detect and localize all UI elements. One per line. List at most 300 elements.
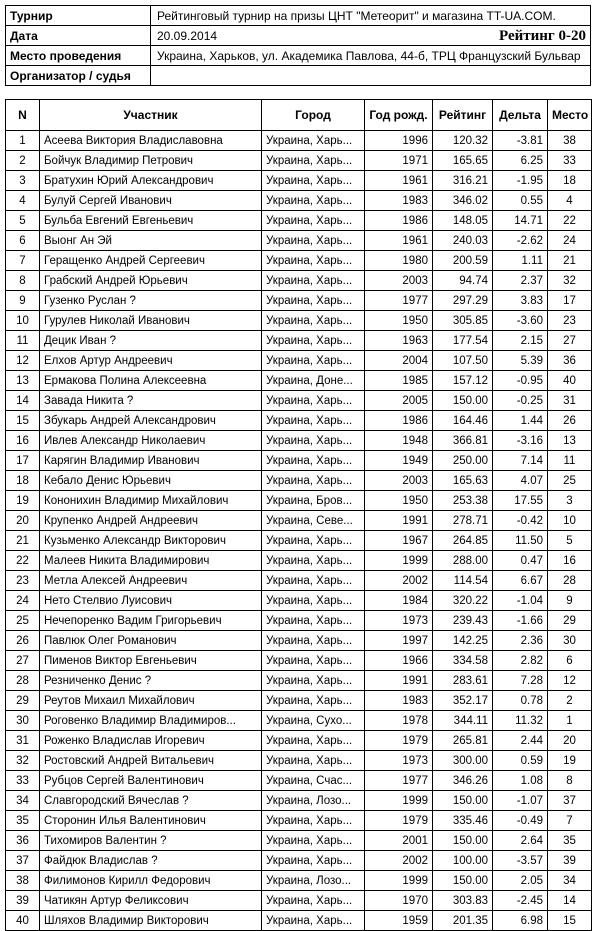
cell-place: 13 xyxy=(548,431,592,451)
tournament-label: Турнир xyxy=(6,6,151,26)
cell-rating: 120.32 xyxy=(433,131,493,151)
cell-rating: 303.83 xyxy=(433,891,493,911)
cell-delta: -0.95 xyxy=(493,371,548,391)
tournament-value: Рейтинговый турнир на призы ЦНТ "Метеорит" и магазина TT-UA.COM. xyxy=(151,6,591,26)
cell-participant: Малеев Никита Владимирович xyxy=(40,551,262,571)
cell-rating: 366.81 xyxy=(433,431,493,451)
organizer-value xyxy=(151,66,591,86)
cell-city: Украина, Харь... xyxy=(262,911,365,931)
cell-delta: 2.05 xyxy=(493,871,548,891)
cell-participant: Кузьменко Александр Викторович xyxy=(40,531,262,551)
cell-year: 1986 xyxy=(365,211,433,231)
cell-year: 1971 xyxy=(365,151,433,171)
cell-participant: Павлюк Олег Романович xyxy=(40,631,262,651)
cell-place: 40 xyxy=(548,371,592,391)
cell-rating: 177.54 xyxy=(433,331,493,351)
cell-participant: Ивлев Александр Николаевич xyxy=(40,431,262,451)
cell-place: 33 xyxy=(548,151,592,171)
rating-title: Рейтинг 0-20 xyxy=(499,27,586,44)
cell-delta: 2.64 xyxy=(493,831,548,851)
cell-delta: -1.66 xyxy=(493,611,548,631)
cell-participant: Бойчук Владимир Петрович xyxy=(40,151,262,171)
cell-rating: 334.58 xyxy=(433,651,493,671)
cell-delta: 14.71 xyxy=(493,211,548,231)
cell-place: 29 xyxy=(548,611,592,631)
cell-delta: -1.95 xyxy=(493,171,548,191)
table-row xyxy=(6,391,592,411)
table-row xyxy=(6,791,592,811)
cell-year: 1949 xyxy=(365,451,433,471)
cell-rating: 344.11 xyxy=(433,711,493,731)
cell-n: 18 xyxy=(6,471,40,491)
table-row xyxy=(6,411,592,431)
cell-rating: 157.12 xyxy=(433,371,493,391)
cell-participant: Братухин Юрий Александрович xyxy=(40,171,262,191)
cell-place: 39 xyxy=(548,851,592,871)
cell-city: Украина, Харь... xyxy=(262,351,365,371)
col-header-city: Город xyxy=(262,100,365,131)
cell-rating: 107.50 xyxy=(433,351,493,371)
table-row xyxy=(6,771,592,791)
table-row xyxy=(6,451,592,471)
cell-participant: Асеева Виктория Владиславовна xyxy=(40,131,262,151)
cell-delta: 2.82 xyxy=(493,651,548,671)
table-row xyxy=(6,531,592,551)
cell-participant: Рубцов Сергей Валентинович xyxy=(40,771,262,791)
cell-delta: 4.07 xyxy=(493,471,548,491)
cell-n: 34 xyxy=(6,791,40,811)
table-row xyxy=(6,911,592,931)
col-header-delta: Дельта xyxy=(493,100,548,131)
cell-place: 38 xyxy=(548,131,592,151)
cell-rating: 148.05 xyxy=(433,211,493,231)
cell-year: 2001 xyxy=(365,831,433,851)
cell-place: 14 xyxy=(548,891,592,911)
cell-year: 1984 xyxy=(365,591,433,611)
cell-place: 1 xyxy=(548,711,592,731)
table-row xyxy=(6,231,592,251)
cell-city: Украина, Харь... xyxy=(262,391,365,411)
cell-participant: Пименов Виктор Евгеньевич xyxy=(40,651,262,671)
tournament-row xyxy=(6,6,591,26)
table-row xyxy=(6,491,592,511)
cell-rating: 316.21 xyxy=(433,171,493,191)
cell-n: 27 xyxy=(6,651,40,671)
cell-place: 23 xyxy=(548,311,592,331)
cell-delta: -3.57 xyxy=(493,851,548,871)
cell-rating: 150.00 xyxy=(433,391,493,411)
cell-participant: Елхов Артур Андреевич xyxy=(40,351,262,371)
cell-place: 25 xyxy=(548,471,592,491)
cell-year: 1977 xyxy=(365,771,433,791)
col-header-participant: Участник xyxy=(40,100,262,131)
cell-city: Украина, Харь... xyxy=(262,431,365,451)
cell-delta: 6.25 xyxy=(493,151,548,171)
cell-place: 36 xyxy=(548,351,592,371)
cell-delta: 3.83 xyxy=(493,291,548,311)
cell-participant: Ермакова Полина Алексеевна xyxy=(40,371,262,391)
cell-year: 1970 xyxy=(365,891,433,911)
table-row xyxy=(6,731,592,751)
cell-participant: Гузенко Руслан ? xyxy=(40,291,262,311)
cell-rating: 201.35 xyxy=(433,911,493,931)
cell-n: 24 xyxy=(6,591,40,611)
cell-rating: 288.00 xyxy=(433,551,493,571)
cell-place: 27 xyxy=(548,331,592,351)
cell-delta: -3.81 xyxy=(493,131,548,151)
cell-n: 2 xyxy=(6,151,40,171)
cell-n: 25 xyxy=(6,611,40,631)
results-table xyxy=(5,99,592,931)
cell-year: 1999 xyxy=(365,871,433,891)
cell-rating: 335.46 xyxy=(433,811,493,831)
cell-year: 1959 xyxy=(365,911,433,931)
cell-n: 33 xyxy=(6,771,40,791)
cell-n: 11 xyxy=(6,331,40,351)
cell-city: Украина, Харь... xyxy=(262,551,365,571)
cell-participant: Выонг Ан Эй xyxy=(40,231,262,251)
cell-n: 7 xyxy=(6,251,40,271)
cell-n: 17 xyxy=(6,451,40,471)
cell-place: 16 xyxy=(548,551,592,571)
cell-delta: 0.78 xyxy=(493,691,548,711)
table-row xyxy=(6,371,592,391)
cell-rating: 278.71 xyxy=(433,511,493,531)
cell-place: 35 xyxy=(548,831,592,851)
cell-year: 1980 xyxy=(365,251,433,271)
cell-year: 2003 xyxy=(365,271,433,291)
cell-n: 5 xyxy=(6,211,40,231)
cell-year: 1999 xyxy=(365,551,433,571)
cell-year: 2004 xyxy=(365,351,433,371)
cell-city: Украина, Лозо... xyxy=(262,871,365,891)
cell-delta: -0.42 xyxy=(493,511,548,531)
cell-rating: 320.22 xyxy=(433,591,493,611)
cell-n: 20 xyxy=(6,511,40,531)
cell-city: Украина, Харь... xyxy=(262,651,365,671)
cell-n: 31 xyxy=(6,731,40,751)
cell-rating: 150.00 xyxy=(433,831,493,851)
cell-city: Украина, Харь... xyxy=(262,331,365,351)
cell-place: 21 xyxy=(548,251,592,271)
cell-year: 1977 xyxy=(365,291,433,311)
organizer-label: Организатор / судья xyxy=(6,66,151,86)
cell-participant: Шляхов Владимир Викторович xyxy=(40,911,262,931)
cell-rating: 200.59 xyxy=(433,251,493,271)
cell-rating: 283.61 xyxy=(433,671,493,691)
cell-rating: 164.46 xyxy=(433,411,493,431)
cell-city: Украина, Харь... xyxy=(262,571,365,591)
cell-city: Украина, Харь... xyxy=(262,151,365,171)
cell-city: Украина, Харь... xyxy=(262,751,365,771)
cell-place: 12 xyxy=(548,671,592,691)
cell-rating: 100.00 xyxy=(433,851,493,871)
cell-n: 26 xyxy=(6,631,40,651)
date-row xyxy=(6,26,591,46)
table-row xyxy=(6,891,592,911)
tournament-info-table xyxy=(5,5,591,86)
cell-place: 24 xyxy=(548,231,592,251)
cell-rating: 346.26 xyxy=(433,771,493,791)
table-row xyxy=(6,871,592,891)
cell-participant: Децик Иван ? xyxy=(40,331,262,351)
cell-participant: Чатикян Артур Феликсович xyxy=(40,891,262,911)
cell-city: Украина, Доне... xyxy=(262,371,365,391)
cell-year: 2003 xyxy=(365,471,433,491)
cell-year: 1986 xyxy=(365,411,433,431)
cell-place: 6 xyxy=(548,651,592,671)
date-value: 20.09.2014 xyxy=(157,28,218,43)
cell-rating: 250.00 xyxy=(433,451,493,471)
cell-rating: 150.00 xyxy=(433,791,493,811)
cell-n: 16 xyxy=(6,431,40,451)
cell-place: 9 xyxy=(548,591,592,611)
cell-rating: 265.81 xyxy=(433,731,493,751)
cell-year: 1999 xyxy=(365,791,433,811)
cell-place: 7 xyxy=(548,811,592,831)
cell-city: Украина, Харь... xyxy=(262,591,365,611)
cell-participant: Гурулев Николай Иванович xyxy=(40,311,262,331)
cell-city: Украина, Лозо... xyxy=(262,791,365,811)
table-row xyxy=(6,631,592,651)
cell-place: 22 xyxy=(548,211,592,231)
cell-delta: 6.98 xyxy=(493,911,548,931)
cell-n: 8 xyxy=(6,271,40,291)
cell-year: 1967 xyxy=(365,531,433,551)
cell-delta: 2.15 xyxy=(493,331,548,351)
cell-delta: 1.44 xyxy=(493,411,548,431)
table-row xyxy=(6,611,592,631)
col-header-n: N xyxy=(6,100,40,131)
cell-place: 26 xyxy=(548,411,592,431)
cell-n: 15 xyxy=(6,411,40,431)
cell-city: Украина, Харь... xyxy=(262,631,365,651)
cell-city: Украина, Харь... xyxy=(262,251,365,271)
cell-rating: 346.02 xyxy=(433,191,493,211)
cell-year: 2002 xyxy=(365,571,433,591)
cell-n: 4 xyxy=(6,191,40,211)
cell-city: Украина, Севе... xyxy=(262,511,365,531)
cell-participant: Ростовский Андрей Витальевич xyxy=(40,751,262,771)
cell-n: 40 xyxy=(6,911,40,931)
cell-place: 30 xyxy=(548,631,592,651)
table-row xyxy=(6,551,592,571)
cell-place: 32 xyxy=(548,271,592,291)
cell-city: Украина, Харь... xyxy=(262,291,365,311)
cell-participant: Геращенко Андрей Сергеевич xyxy=(40,251,262,271)
table-row xyxy=(6,351,592,371)
table-row xyxy=(6,511,592,531)
table-row xyxy=(6,711,592,731)
cell-rating: 297.29 xyxy=(433,291,493,311)
cell-delta: -0.49 xyxy=(493,811,548,831)
cell-city: Украина, Харь... xyxy=(262,891,365,911)
cell-n: 30 xyxy=(6,711,40,731)
cell-year: 1961 xyxy=(365,231,433,251)
cell-rating: 305.85 xyxy=(433,311,493,331)
cell-place: 2 xyxy=(548,691,592,711)
cell-rating: 94.74 xyxy=(433,271,493,291)
cell-rating: 264.85 xyxy=(433,531,493,551)
table-row xyxy=(6,831,592,851)
cell-n: 3 xyxy=(6,171,40,191)
cell-place: 20 xyxy=(548,731,592,751)
cell-participant: Тихомиров Валентин ? xyxy=(40,831,262,851)
cell-delta: 0.47 xyxy=(493,551,548,571)
venue-label: Место проведения xyxy=(6,46,151,66)
cell-delta: 7.14 xyxy=(493,451,548,471)
cell-year: 1996 xyxy=(365,131,433,151)
cell-n: 19 xyxy=(6,491,40,511)
cell-n: 38 xyxy=(6,871,40,891)
table-row xyxy=(6,311,592,331)
cell-rating: 239.43 xyxy=(433,611,493,631)
cell-year: 2005 xyxy=(365,391,433,411)
cell-city: Украина, Бров... xyxy=(262,491,365,511)
cell-delta: 7.28 xyxy=(493,671,548,691)
table-row xyxy=(6,571,592,591)
cell-participant: Роговенко Владимир Владимиров... xyxy=(40,711,262,731)
cell-n: 36 xyxy=(6,831,40,851)
cell-rating: 253.38 xyxy=(433,491,493,511)
cell-delta: 11.32 xyxy=(493,711,548,731)
cell-participant: Бульба Евгений Евгеньевич xyxy=(40,211,262,231)
table-row xyxy=(6,211,592,231)
cell-city: Украина, Харь... xyxy=(262,451,365,471)
cell-city: Украина, Харь... xyxy=(262,691,365,711)
cell-year: 1979 xyxy=(365,811,433,831)
cell-place: 4 xyxy=(548,191,592,211)
cell-delta: -1.07 xyxy=(493,791,548,811)
col-header-rating: Рейтинг xyxy=(433,100,493,131)
cell-place: 18 xyxy=(548,171,592,191)
cell-city: Украина, Сухо... xyxy=(262,711,365,731)
table-row xyxy=(6,691,592,711)
cell-city: Украина, Харь... xyxy=(262,731,365,751)
cell-delta: -2.45 xyxy=(493,891,548,911)
cell-delta: 1.11 xyxy=(493,251,548,271)
cell-n: 28 xyxy=(6,671,40,691)
venue-value: Украина, Харьков, ул. Академика Павлова, 44-б, ТРЦ Французский Бульвар xyxy=(151,46,591,66)
table-row xyxy=(6,131,592,151)
cell-city: Украина, Харь... xyxy=(262,311,365,331)
cell-place: 5 xyxy=(548,531,592,551)
table-row xyxy=(6,591,592,611)
cell-participant: Крупенко Андрей Андреевич xyxy=(40,511,262,531)
table-row xyxy=(6,471,592,491)
cell-city: Украина, Харь... xyxy=(262,671,365,691)
cell-delta: 0.55 xyxy=(493,191,548,211)
organizer-row xyxy=(6,66,591,86)
table-row xyxy=(6,291,592,311)
cell-year: 1948 xyxy=(365,431,433,451)
cell-n: 29 xyxy=(6,691,40,711)
cell-participant: Грабский Андрей Юрьевич xyxy=(40,271,262,291)
table-row xyxy=(6,811,592,831)
cell-n: 23 xyxy=(6,571,40,591)
venue-row xyxy=(6,46,591,66)
cell-year: 1963 xyxy=(365,331,433,351)
cell-year: 1973 xyxy=(365,751,433,771)
cell-participant: Реутов Михаил Михайлович xyxy=(40,691,262,711)
cell-city: Украина, Харь... xyxy=(262,131,365,151)
cell-delta: 17.55 xyxy=(493,491,548,511)
cell-city: Украина, Харь... xyxy=(262,831,365,851)
table-row xyxy=(6,331,592,351)
cell-place: 19 xyxy=(548,751,592,771)
table-row xyxy=(6,271,592,291)
cell-participant: Карягин Владимир Иванович xyxy=(40,451,262,471)
cell-rating: 352.17 xyxy=(433,691,493,711)
cell-n: 22 xyxy=(6,551,40,571)
cell-year: 1991 xyxy=(365,671,433,691)
cell-participant: Филимонов Кирилл Федорович xyxy=(40,871,262,891)
table-row xyxy=(6,171,592,191)
cell-n: 14 xyxy=(6,391,40,411)
cell-n: 35 xyxy=(6,811,40,831)
cell-participant: Булуй Сергей Иванович xyxy=(40,191,262,211)
cell-city: Украина, Харь... xyxy=(262,231,365,251)
cell-place: 37 xyxy=(548,791,592,811)
cell-delta: 5.39 xyxy=(493,351,548,371)
cell-delta: -3.16 xyxy=(493,431,548,451)
cell-place: 17 xyxy=(548,291,592,311)
cell-place: 31 xyxy=(548,391,592,411)
cell-city: Украина, Счас... xyxy=(262,771,365,791)
cell-participant: Метла Алексей Андреевич xyxy=(40,571,262,591)
cell-year: 1979 xyxy=(365,731,433,751)
cell-city: Украина, Харь... xyxy=(262,851,365,871)
cell-year: 1966 xyxy=(365,651,433,671)
cell-delta: -1.04 xyxy=(493,591,548,611)
table-row xyxy=(6,191,592,211)
cell-n: 21 xyxy=(6,531,40,551)
cell-delta: -3.60 xyxy=(493,311,548,331)
cell-city: Украина, Харь... xyxy=(262,471,365,491)
cell-place: 10 xyxy=(548,511,592,531)
date-label: Дата xyxy=(6,26,151,46)
cell-year: 1950 xyxy=(365,311,433,331)
table-row xyxy=(6,751,592,771)
cell-city: Украина, Харь... xyxy=(262,611,365,631)
cell-year: 1978 xyxy=(365,711,433,731)
table-row xyxy=(6,671,592,691)
cell-delta: 2.44 xyxy=(493,731,548,751)
cell-participant: Нечепоренко Вадим Григорьевич xyxy=(40,611,262,631)
cell-place: 28 xyxy=(548,571,592,591)
cell-rating: 240.03 xyxy=(433,231,493,251)
cell-city: Украина, Харь... xyxy=(262,531,365,551)
cell-n: 1 xyxy=(6,131,40,151)
cell-rating: 114.54 xyxy=(433,571,493,591)
table-row xyxy=(6,851,592,871)
cell-delta: 1.08 xyxy=(493,771,548,791)
cell-n: 6 xyxy=(6,231,40,251)
cell-participant: Роженко Владислав Игоревич xyxy=(40,731,262,751)
cell-year: 1961 xyxy=(365,171,433,191)
cell-participant: Кононихин Владимир Михайлович xyxy=(40,491,262,511)
table-row xyxy=(6,151,592,171)
cell-n: 10 xyxy=(6,311,40,331)
cell-delta: -0.25 xyxy=(493,391,548,411)
cell-rating: 300.00 xyxy=(433,751,493,771)
cell-delta: 11.50 xyxy=(493,531,548,551)
table-row xyxy=(6,431,592,451)
cell-year: 1985 xyxy=(365,371,433,391)
cell-delta: 2.37 xyxy=(493,271,548,291)
cell-city: Украина, Харь... xyxy=(262,211,365,231)
cell-n: 37 xyxy=(6,851,40,871)
